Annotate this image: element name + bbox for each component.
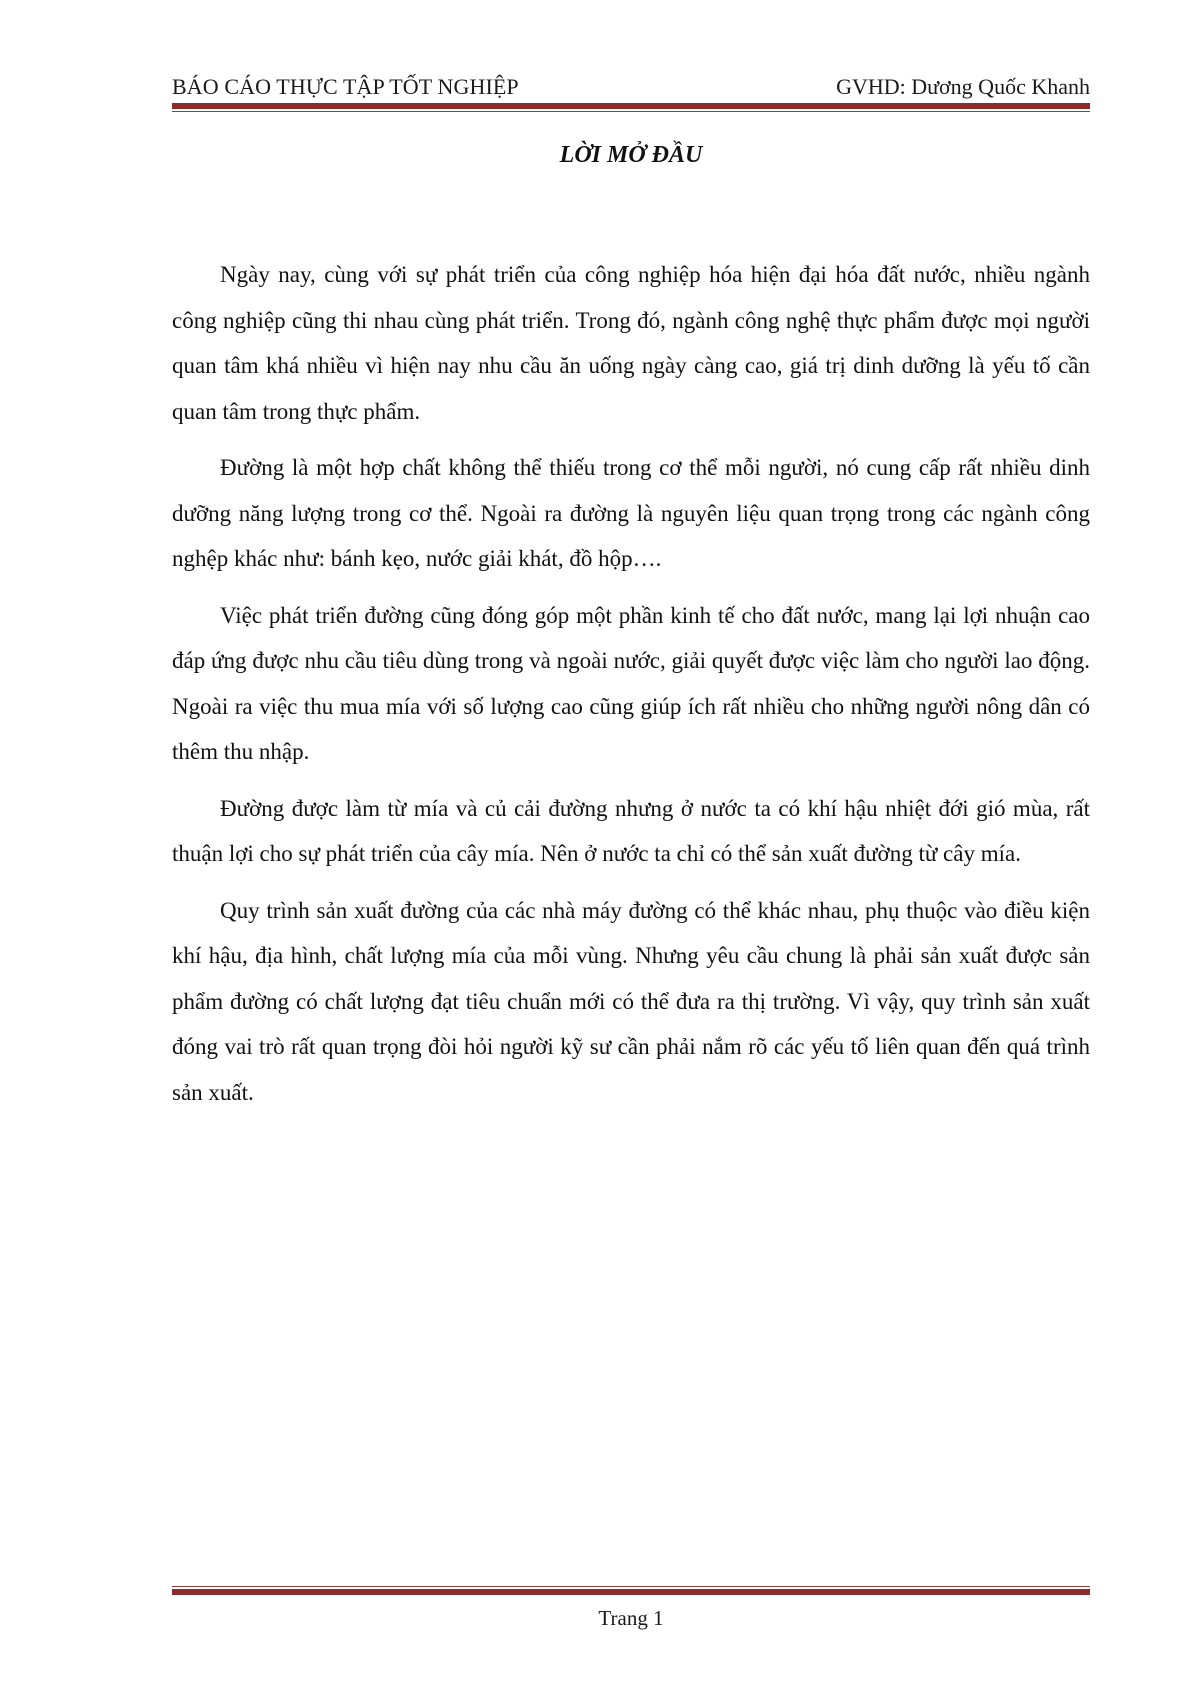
page-number: Trang 1 — [598, 1606, 664, 1630]
footer-rule-thin — [172, 1586, 1090, 1587]
body-text — [172, 252, 1090, 1126]
paragraph: Đường được làm từ mía và củ cải đường nhưng ở nước ta có khí hậu nhiệt đới gió mùa, rất thuận lợi cho sự phát triển của cây mía. Nên ở nước ta chỉ có thể sản xuất đường từ cây mía. — [172, 795, 1090, 866]
page-title: LỜI MỞ ĐẦU — [559, 142, 703, 168]
paragraph: Đường là một hợp chất không thể thiếu trong cơ thể mỗi người, nó cung cấp rất nhiều dinh dưỡng năng lượng trong cơ thể. Ngoài ra đường là nguyên liệu quan trọng trong các ngành công nghệp khác như: bánh kẹo, nước giải khát, đồ hộp…. — [172, 455, 1090, 571]
header-rule-thick — [172, 103, 1090, 109]
header-report-title: BÁO CÁO THỰC TẬP TỐT NGHIỆP — [172, 74, 519, 99]
paragraph: Việc phát triển đường cũng đóng góp một phần kinh tế cho đất nước, mang lại lợi nhuận cao đáp ứng được nhu cầu tiêu dùng trong và ngoài nước, giải quyết được việc làm cho người lao động. Ngoài ra việc thu mua mía với số lượng cao cũng giúp ích rất nhiều cho những người nông dân có thêm thu nhập. — [172, 602, 1090, 764]
paragraph: Ngày nay, cùng với sự phát triển của công nghiệp hóa hiện đại hóa đất nước, nhiều ngành công nghiệp cũng thi nhau cùng phát triển. Trong đó, ngành công nghệ thực phẩm được mọi người quan tâm khá nhiều vì hiện nay nhu cầu ăn uống ngày càng cao, giá trị dinh dưỡng là yếu tố cần quan tâm trong thực phẩm. — [172, 262, 1090, 424]
header-rule-thin — [172, 111, 1090, 112]
header-advisor: GVHD: Dương Quốc Khanh — [836, 74, 1090, 99]
page-header — [172, 72, 1090, 106]
footer-rule-thick — [172, 1589, 1090, 1595]
paragraph: Quy trình sản xuất đường của các nhà máy đường có thể khác nhau, phụ thuộc vào điều kiện khí hậu, địa hình, chất lượng mía của mỗi vùng. Nhưng yêu cầu chung là phải sản xuất được sản phẩm đường có chất lượng đạt tiêu chuẩn mới có thể đưa ra thị trường. Vì vậy, quy trình sản xuất đóng vai trò rất quan trọng đòi hỏi người kỹ sư cần phải nắm rõ các yếu tố liên quan đến quá trình sản xuất. — [172, 897, 1090, 1105]
